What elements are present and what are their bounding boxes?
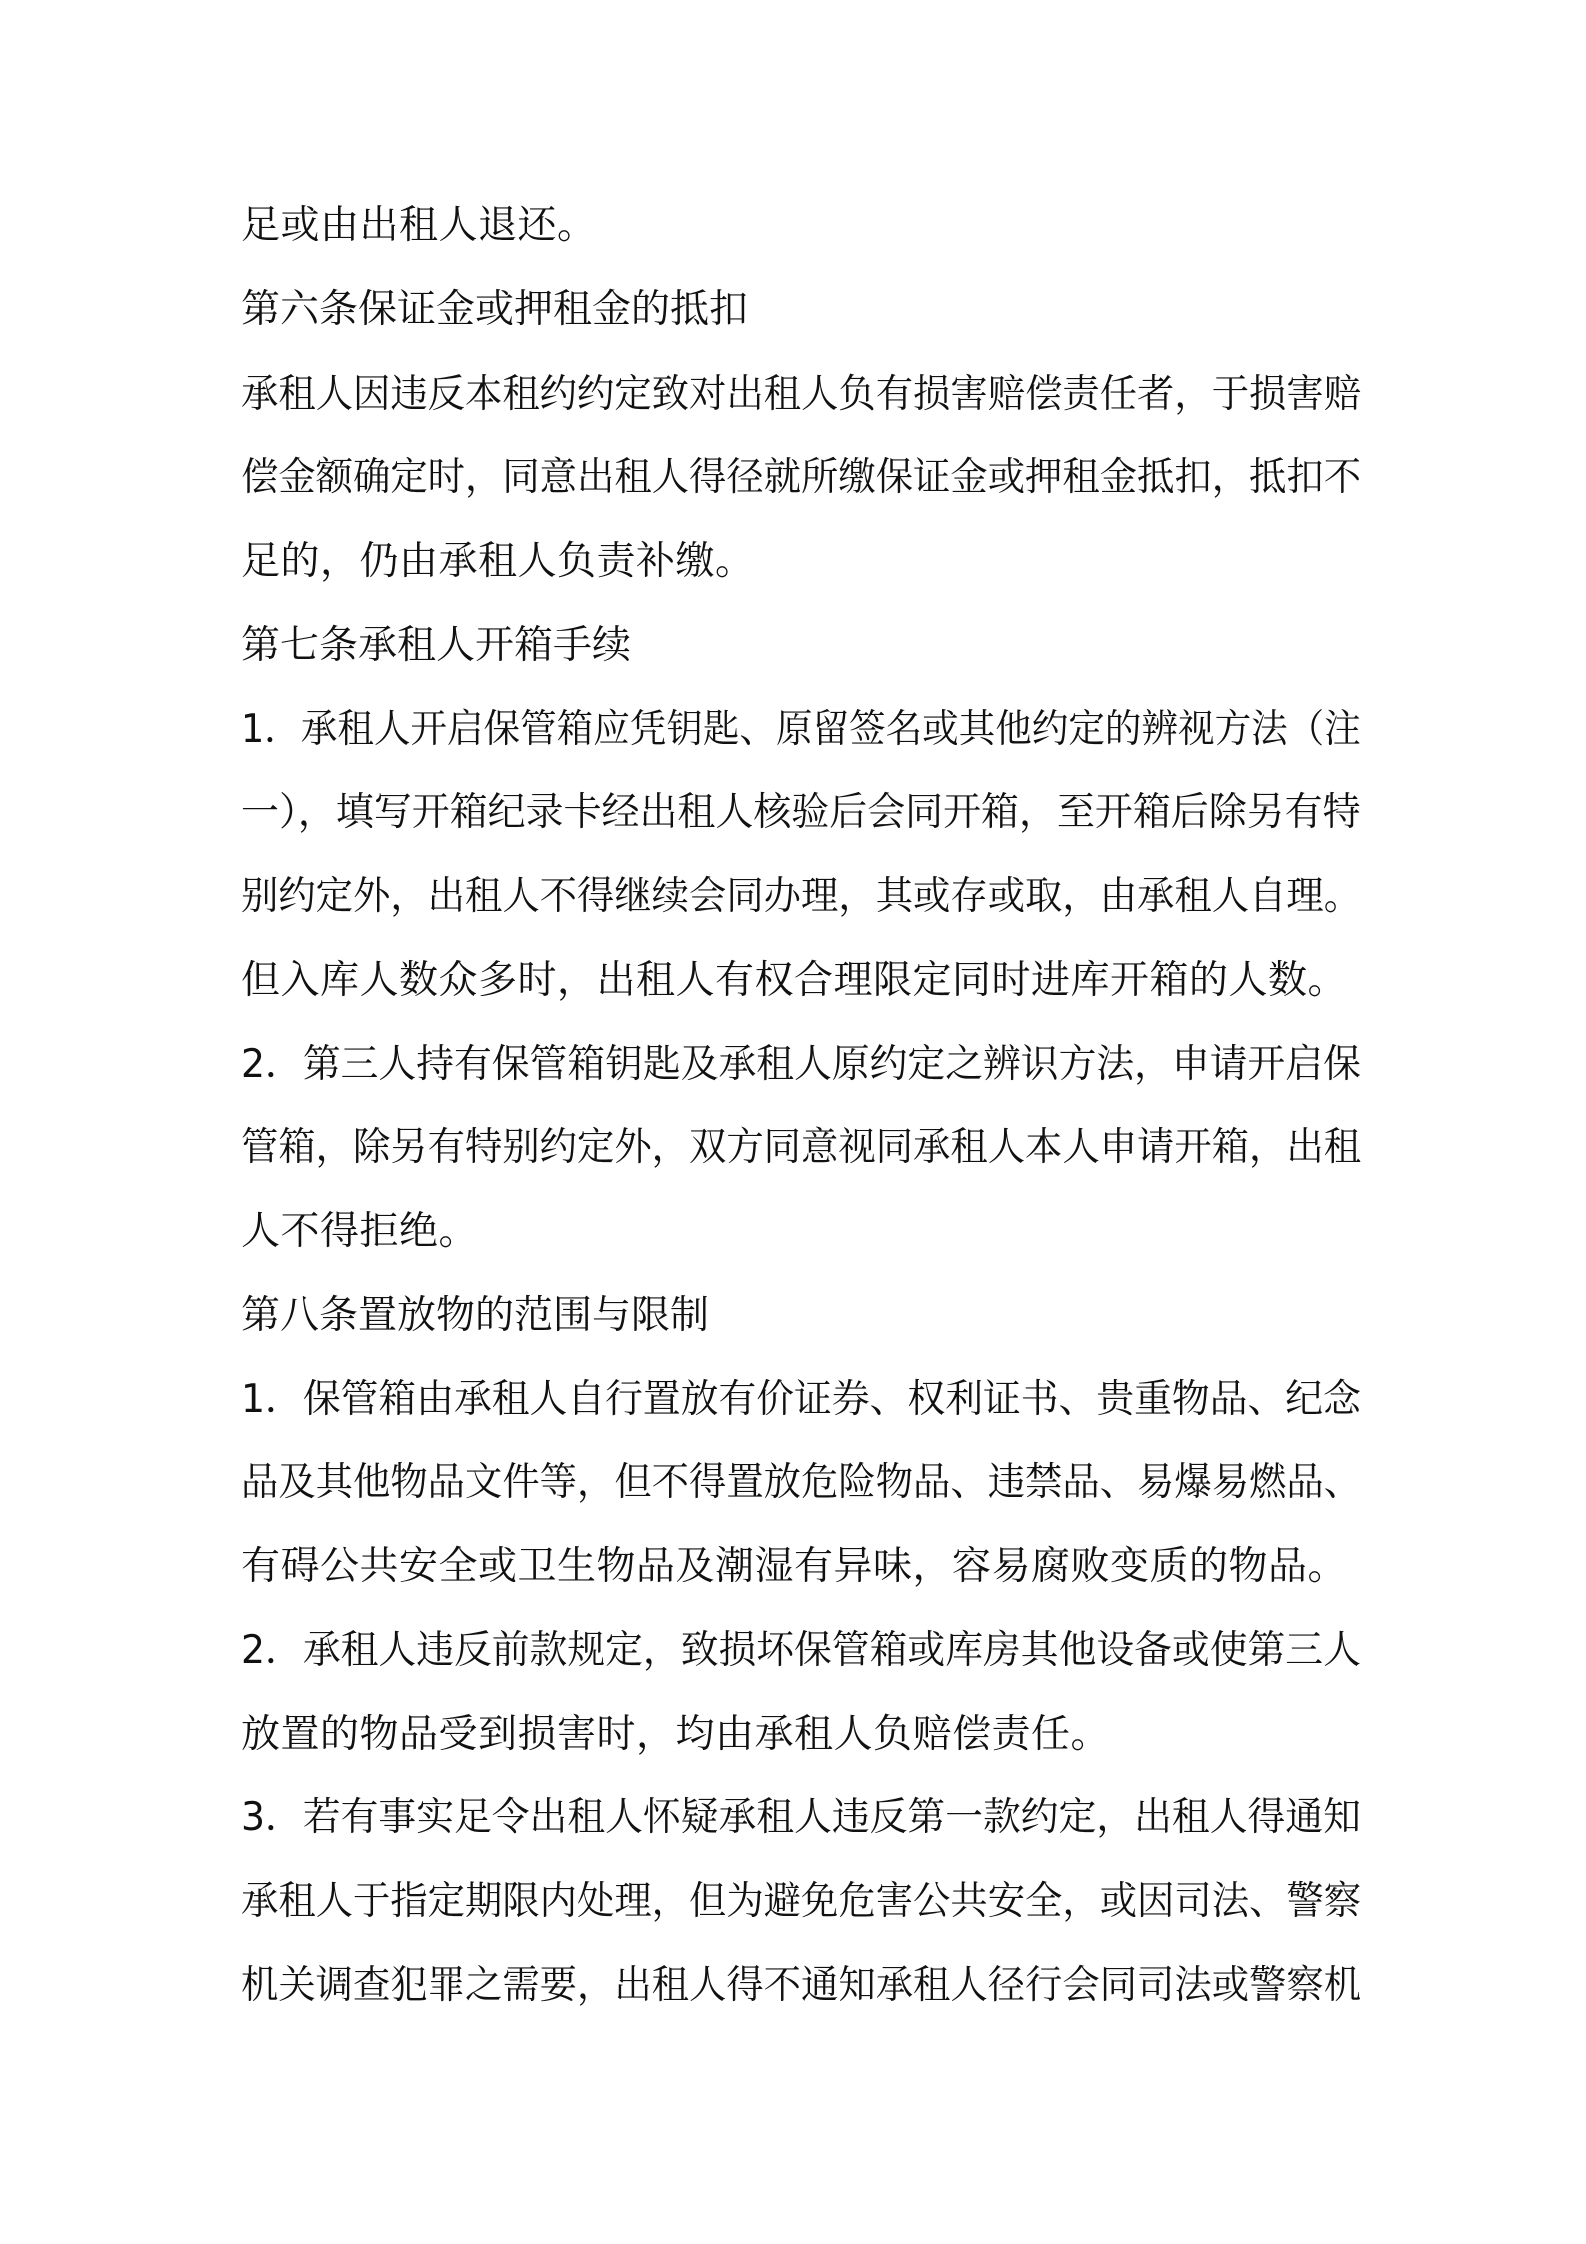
text-line: 但入库人数众多时，出租人有权合理限定同时进库开箱的人数。: [241, 958, 1348, 1003]
text-line: 3．若有事实足令出租人怀疑承租人违反第一款约定，出租人得通知: [241, 1795, 1361, 1840]
section-heading-8: 第八条置放物的范围与限制: [241, 1293, 710, 1338]
text-line: 人不得拒绝。: [241, 1209, 479, 1254]
text-line: 2．第三人持有保管箱钥匙及承租人原约定之辨识方法，申请开启保: [241, 1042, 1361, 1087]
text-line: 有碍公共安全或卫生物品及潮湿有异味，容易腐败变质的物品。: [241, 1544, 1348, 1589]
text-line: 一），填写开箱纪录卡经出租人核验后会同开箱，至开箱后除另有特: [241, 790, 1361, 835]
text-line: 足或由出租人退还。: [241, 203, 597, 248]
text-line: 管箱，除另有特别约定外，双方同意视同承租人本人申请开箱，出租: [241, 1125, 1362, 1170]
section-heading-6: 第六条保证金或押租金的抵扣: [241, 287, 749, 332]
text-line: 品及其他物品文件等，但不得置放危险物品、违禁品、易爆易燃品、: [241, 1460, 1362, 1505]
section-heading-7: 第七条承租人开箱手续: [241, 623, 632, 668]
text-line: 承租人于指定期限内处理，但为避免危害公共安全，或因司法、警察: [241, 1879, 1362, 1924]
text-line: 1．保管箱由承租人自行置放有价证券、权利证书、贵重物品、纪念: [241, 1377, 1361, 1422]
text-line: 1．承租人开启保管箱应凭钥匙、原留签名或其他约定的辨视方法（注: [241, 707, 1361, 752]
text-line: 放置的物品受到损害时，均由承租人负赔偿责任。: [241, 1712, 1111, 1757]
text-line: 足的，仍由承租人负责补缴。: [241, 539, 755, 584]
text-line: 承租人因违反本租约约定致对出租人负有损害赔偿责任者，于损害赔: [241, 372, 1362, 417]
text-line: 偿金额确定时，同意出租人得径就所缴保证金或押租金抵扣，抵扣不: [241, 455, 1362, 500]
text-line: 机关调查犯罪之需要，出租人得不通知承租人径行会同司法或警察机: [241, 1963, 1362, 2008]
text-line: 2．承租人违反前款规定，致损坏保管箱或库房其他设备或使第三人: [241, 1628, 1361, 1673]
text-line: 别约定外，出租人不得继续会同办理，其或存或取，由承租人自理。: [241, 874, 1362, 919]
